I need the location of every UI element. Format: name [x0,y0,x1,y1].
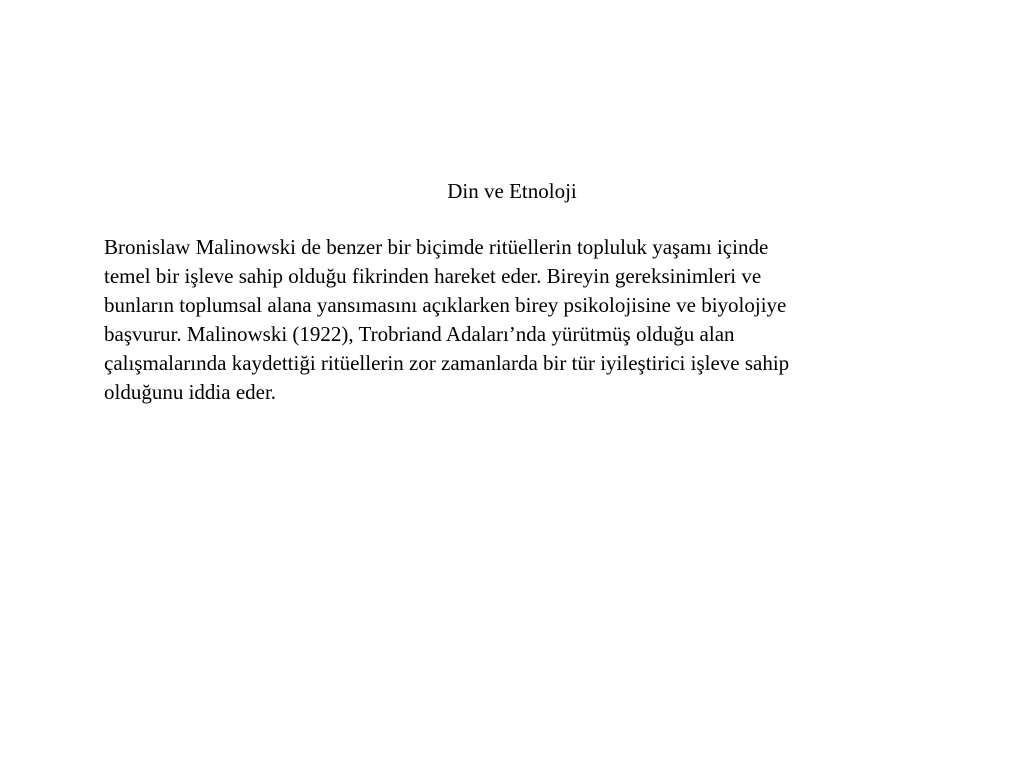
body-line-1: Bronislaw Malinowski de benzer bir biçimde ritüellerin topluluk yaşamı içinde [104,235,769,259]
body-line-2: temel bir işleve sahip olduğu fikrinden hareket eder. Bireyin gereksinimleri ve [104,264,762,288]
body-line-6: olduğunu iddia eder. [104,380,277,404]
slide-title: Din ve Etnoloji [447,179,577,203]
body-line-3: bunların toplumsal alana yansımasını açıklarken birey psikolojisine ve biyolojiye [104,293,787,317]
body-line-4: başvurur. Malinowski (1922), Trobriand Adaları’nda yürütmüş olduğu alan [104,322,735,346]
body-line-5: çalışmalarında kaydettiği ritüellerin zor zamanlarda bir tür iyileştirici işleve sahip [104,351,790,375]
slide-body-paragraph [104,233,904,407]
